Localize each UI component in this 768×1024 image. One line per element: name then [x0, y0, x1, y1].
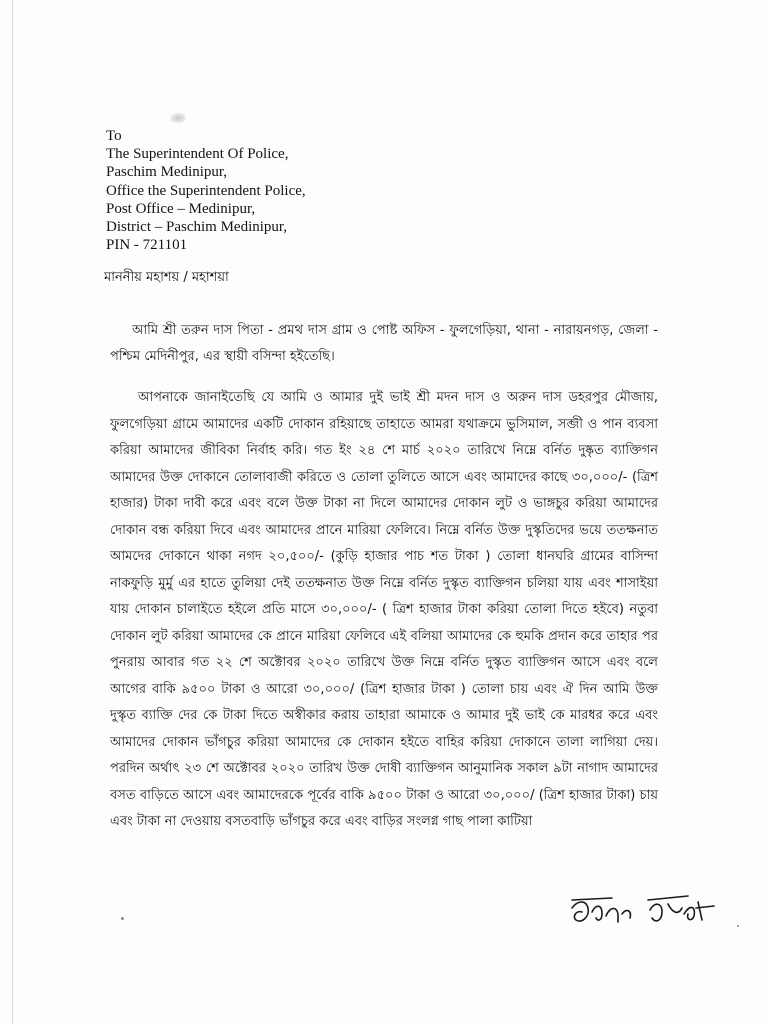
recipient-address: [106, 127, 436, 254]
body-paragraph-complaint: আপনাকে জানাইতেছি যে আমি ও আমার দুই ভাই শ্রী মদন দাস ও অরুন দাস ডহরপুর মৌজায়, ফুলগেড়িয়া গ্রামে আমাদের একটি দোকান রহিয়াছে তাহাতে আমরা যথাক্রমে ভুসিমাল, সব্জী ও পান ব্যবসা করিয়া আমাদের জীবিকা নির্বাহ করি। গত ইং ২৪ শে মার্চ ২০২০ তারিখে নিম্নে বর্নিত দুষ্কৃত ব্যাক্তিগন আমাদের উক্ত দোকানে তোলাবাজী করিতে ও তোলা তুলিতে আসে এবং আমাদের কাছে ৩০,০০০/- (ত্রিশ হাজার) টাকা দাবী করে এবং বলে উক্ত টাকা না দিলে আমাদের দোকান লুট ও ভাঙ্গচুর করিয়া আমাদের দোকান বন্ধ করিয়া দিবে এবং আমাদের প্রানে মারিয়া ফেলিবে। নিম্নে বর্নিত উক্ত দুস্কৃতিদের ভয়ে ততক্ষনাত আমদের দোকানে থাকা নগদ ২০,৫০০/- (কুড়ি হাজার পাচ শত টাকা ) তোলা ধানঘরি গ্রামের বাসিন্দা নাকফুড়ি মুর্মু এর হাতে তুলিয়া দেই ততক্ষনাত উক্ত নিম্নে বর্নিত দুস্কৃত ব্যাক্তিগন চলিয়া যায় এবং শাসাইয়া যায় দোকান চালাইতে হইলে প্রতি মাসে ৩০,০০০/- ( ত্রিশ হাজার টাকা করিয়া তোলা দিতে হইবে) নতুবা দোকান লুট করিয়া আমাদের কে প্রানে মারিয়া ফেলিবে এই বলিয়া আমাদের কে হুমকি প্রদান করে তাহার পর পুনরায় আবার গত ২২ শে অক্টোবর ২০২০ তারিখে উক্ত নিম্নে বর্নিত দুস্কৃত ব্যাক্তিগন আসে এবং বলে আগের বাকি ৯৫০০ টাকা ও আরো ৩০,০০০/ (ত্রিশ হাজার টাকা ) তোলা চায় এবং ঐ দিন আমি উক্ত দুস্কৃত ব্যাক্তি দের কে টাকা দিতে অস্বীকার করায় তাহারা আমাকে ও আমার দুই ভাই কে মারধর করে এবং আমাদের দোকান ভাঁগচুর করিয়া আমাদের কে দোকান হইতে বাহির করিয়া দোকানে তালা লাগিয়া দেয়। পরদিন অর্থাৎ ২৩ শে অক্টোবর ২০২০ তারিখ উক্ত দোষী ব্যাক্তিগন আনুমানিক সকাল ৯টা নাগাদ আমাদের বসত বাড়িতে আসে এবং আমাদেরকে পূর্বের বাকি ৯৫০০ টাকা ও আরো ৩০,০০০/ (ত্রিশ হাজার টাকা) চায় এবং টাকা না দেওয়ায় বসতবাড়ি ভাঁগচুর করে এবং বাড়ির সংলগ্ন গাছ পালা কাটিয়া: [110, 390, 658, 829]
scan-speck: [121, 917, 124, 920]
body-paragraph-identity: আমি শ্রী তরুন দাস পিতা - প্রমথ দাস গ্রাম ও পোষ্ট অফিস - ফুলগেড়িয়া, থানা - নারায়নগড়, জেলা - পশ্চিম মেদিনীপুর, এর স্থায়ী বসিন্দা হইতেছি।: [110, 323, 658, 364]
scan-speck: [737, 925, 739, 927]
address-line: PIN - 721101: [106, 237, 188, 254]
address-line: Post Office – Medinipur,: [106, 200, 256, 217]
scan-edge-line: [12, 0, 13, 1024]
address-line: The Superintendent Of Police,: [106, 146, 289, 163]
address-line: To: [106, 128, 122, 144]
scan-smudge: [170, 113, 186, 123]
address-line: Office the Superintendent Police,: [106, 182, 306, 199]
address-line: District – Paschim Medinipur,: [106, 219, 288, 236]
salutation: মাননীয় মহাশয় / মহাশয়া: [104, 270, 229, 285]
address-line: Paschim Medinipur,: [106, 164, 228, 181]
handwritten-signature: [568, 890, 736, 934]
